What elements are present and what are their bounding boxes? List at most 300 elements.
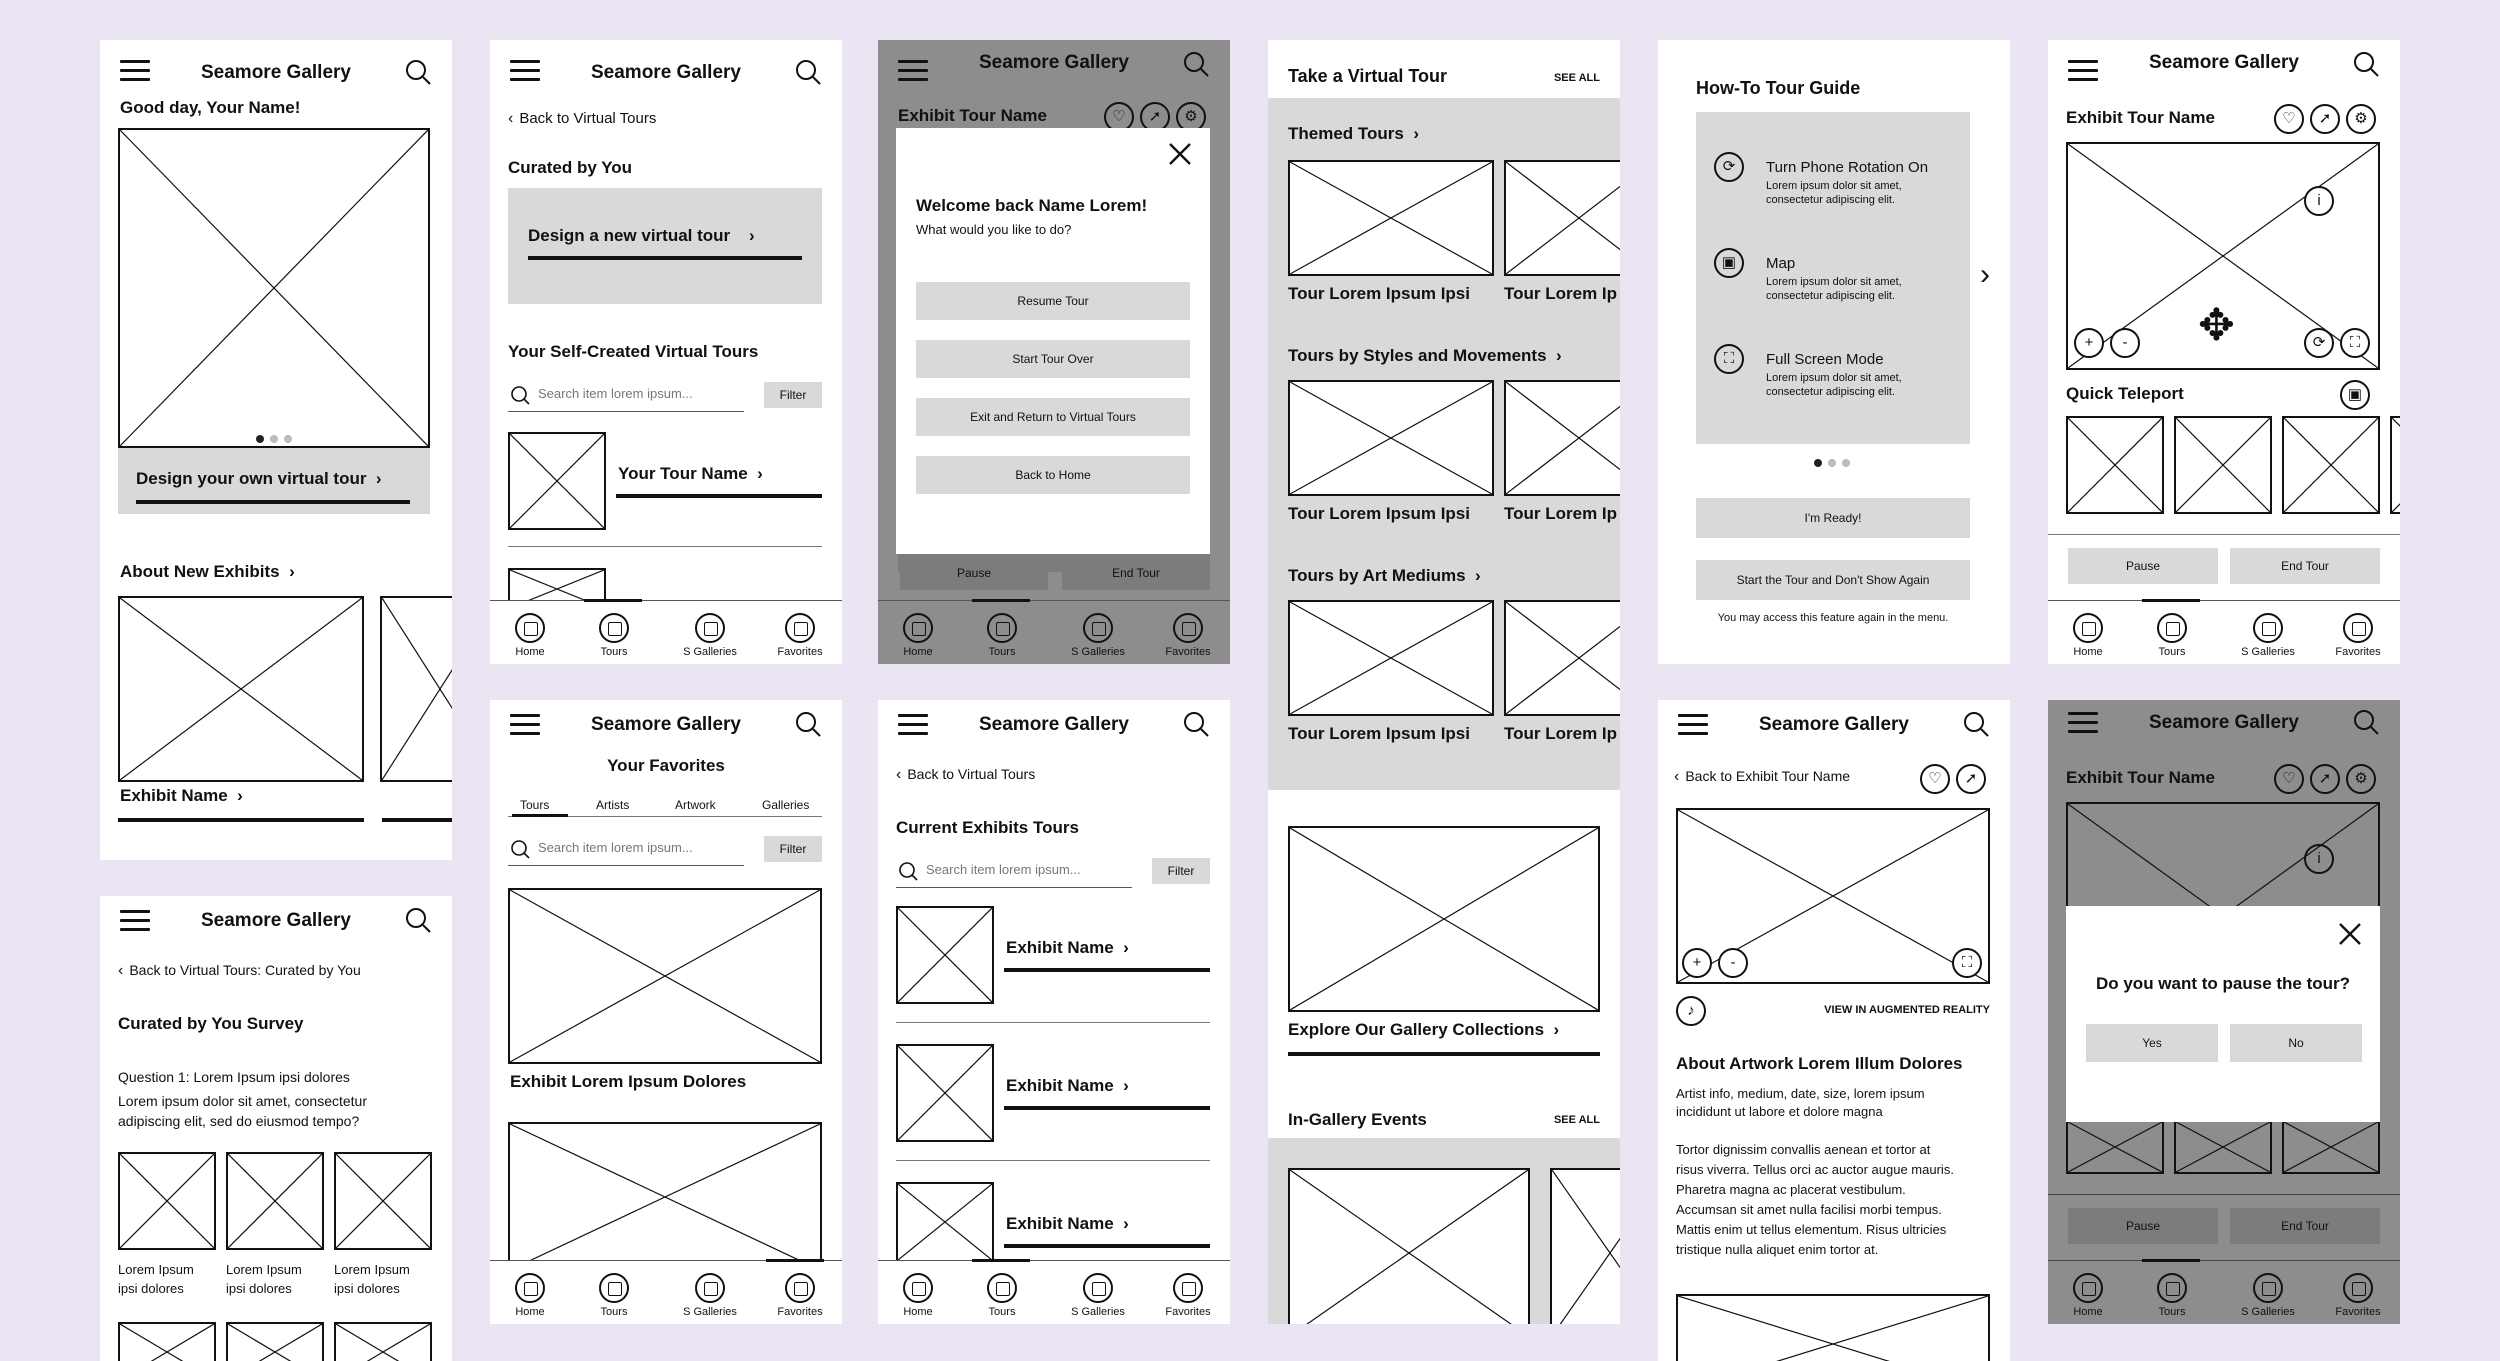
share-icon[interactable]: ➚ [1140,102,1170,132]
nav-label: Favorites [2335,646,2381,658]
events-heading: In-Gallery Events [1288,1110,1427,1129]
virtual-tour-heading: Take a Virtual Tour [1288,66,1448,86]
nav-home[interactable] [2048,613,2128,658]
tab-tours[interactable]: Tours [520,798,550,812]
nav-label: Home [515,646,545,658]
back-link[interactable] [508,110,656,128]
nav-favorites[interactable] [2318,613,2398,658]
design-new-card[interactable] [508,188,822,304]
nav-favorites[interactable] [1148,1273,1228,1318]
screen-artwork-detail [1658,700,2010,1361]
divider [2048,1194,2400,1195]
guide-title: How-To Tour Guide [1696,78,1861,98]
event-image[interactable] [1550,1168,1620,1324]
active-tab-indicator [512,814,568,817]
image-icon [515,1273,545,1303]
nav-label: Favorites [1165,1306,1211,1318]
gear-icon[interactable]: ⚙ [2346,104,2376,134]
chevron-right-icon: › [1403,124,1419,143]
search-bar[interactable] [508,832,822,866]
survey-option-label [118,1260,194,1298]
design-tour-label: Design your own virtual tour [136,469,367,488]
nav-favorites[interactable] [1148,613,1228,658]
underline [1004,968,1210,972]
back-link-label[interactable]: Back to Virtual Tours: Curated by You [129,962,361,978]
tour-thumbnail[interactable] [508,432,606,530]
image-icon [987,1273,1017,1303]
nav-home[interactable] [2048,1273,2128,1318]
share-icon[interactable]: ➚ [1956,764,1986,794]
pause-button[interactable]: Pause [900,556,1048,590]
info-icon[interactable]: i [2304,186,2334,216]
tour-name[interactable]: Tour Lorem Ipsum Ipsi [1288,724,1470,743]
nav-tours[interactable] [574,1273,654,1318]
move-icon[interactable]: ✥ [2198,301,2235,350]
teleport-thumbnail[interactable] [2390,416,2400,514]
image-icon [2157,1273,2187,1303]
nav-tours[interactable] [2132,1273,2212,1318]
filter-button[interactable]: Filter [764,382,822,408]
nav-home[interactable] [878,1273,958,1318]
search-underline [508,411,744,412]
exhibit-tour-title: Exhibit Tour Name [898,106,1047,125]
app-header [2048,40,2400,104]
survey-option-image[interactable] [118,1152,216,1250]
gear-icon[interactable]: ⚙ [2346,764,2376,794]
see-all-link[interactable]: SEE ALL [1553,72,1600,84]
explore-collections-label[interactable]: Explore Our Gallery Collections [1288,1020,1545,1039]
artwork-body: Mattis enim ut tellus elementum. Risus ultricies [1676,1222,1947,1237]
active-tab-indicator [584,599,642,602]
image-icon [2253,1273,2283,1303]
back-link-label[interactable]: Back to Virtual Tours [907,766,1036,782]
nav-home[interactable] [490,1273,570,1318]
image-icon [2157,613,2187,643]
artwork-body: Tortor dignissim convallis aenean et tortor at [1676,1142,1931,1157]
nav-label: Tours [600,646,628,658]
back-link-label[interactable]: Back to Exhibit Tour Name [1685,768,1851,784]
option-label-line: ipsi dolores [334,1281,400,1296]
start-over-button[interactable]: Start Tour Over [916,340,1190,378]
nav-label: Favorites [777,1306,823,1318]
nav-home[interactable] [878,613,958,658]
app-header [490,700,842,764]
underline [528,256,802,260]
audio-icon[interactable]: ♪ [1676,996,1706,1026]
tour-name[interactable]: Tour Lorem Ip [1504,504,1618,523]
search-input[interactable]: Search item lorem ipsum... [538,840,693,855]
map-icon: ▣ [1714,248,1744,278]
nav-label: S Galleries [2241,646,2295,658]
yes-button[interactable]: Yes [2086,1024,2218,1062]
active-tab-indicator [2142,1259,2200,1262]
themed-tours-label[interactable]: Themed Tours [1288,124,1404,143]
pause-button[interactable]: Pause [2068,548,2218,584]
artwork-meta: Artist info, medium, date, size, lorem ipsum [1676,1086,1925,1101]
chevron-right-icon: › [279,562,295,581]
ready-button[interactable]: I'm Ready! [1696,498,1970,538]
hero-image[interactable] [118,128,430,448]
zoom-out-icon[interactable]: - [2110,328,2140,358]
tour-thumbnail[interactable] [1504,380,1620,496]
app-title: Seamore Gallery [1759,714,1909,735]
nav-label: Home [903,646,933,658]
share-icon[interactable]: ➚ [2310,764,2340,794]
exhibit-name[interactable]: Exhibit Name [120,786,228,805]
search-icon[interactable] [404,906,432,934]
app-header [878,40,1230,104]
image-icon [2253,613,2283,643]
image-icon [1083,1273,1113,1303]
exhibit-thumbnail[interactable] [896,1044,994,1142]
image-icon [599,613,629,643]
search-icon [510,839,530,859]
search-icon[interactable] [404,58,432,86]
gear-icon[interactable]: ⚙ [1176,102,1206,132]
event-image[interactable] [1288,1168,1530,1324]
screen-welcome-modal [878,40,1230,664]
exhibit-name[interactable]: Exhibit Name [1006,938,1114,957]
close-icon[interactable] [2338,922,2362,946]
nav-favorites[interactable] [760,1273,840,1318]
nav-label: Favorites [1165,646,1211,658]
back-link[interactable] [118,962,361,980]
tab-galleries[interactable]: Galleries [762,798,810,812]
app-title: Seamore Gallery [591,714,741,735]
chevron-right-icon[interactable]: › [1980,258,1990,291]
active-tab-indicator [972,599,1030,602]
resume-tour-button[interactable]: Resume Tour [916,282,1190,320]
underline [1004,1106,1210,1110]
artwork-title: About Artwork Lorem Illum Dolores [1676,1054,1963,1073]
survey-option-image[interactable] [118,1322,216,1361]
heart-icon[interactable]: ♡ [2274,104,2304,134]
image-icon [1173,613,1203,643]
underline [1004,1244,1210,1248]
heart-icon[interactable]: ♡ [1920,764,1950,794]
tour-thumbnail[interactable] [1288,160,1494,276]
ar-link[interactable]: VIEW IN AUGMENTED REALITY [1824,1004,1990,1016]
tour-name[interactable]: Tour Lorem Ipsum Ipsi [1288,504,1470,523]
chevron-right-icon: › [227,786,243,805]
nav-tours[interactable] [962,1273,1042,1318]
back-link[interactable] [1674,768,1850,786]
guide-note: You may access this feature again in the menu. [1717,612,1949,624]
styles-tours-label[interactable]: Tours by Styles and Movements [1288,346,1547,365]
active-tab-indicator [2142,599,2200,602]
divider [508,546,822,547]
nav-galleries[interactable] [670,613,750,658]
screen-pause-modal [2048,700,2400,1324]
chevron-left-icon: ‹ [118,962,124,979]
image-icon [903,613,933,643]
nav-tours[interactable] [2132,613,2212,658]
teleport-thumbnail[interactable] [2282,1120,2380,1174]
divider [2048,534,2400,535]
bottom-nav [490,600,842,664]
app-title: Seamore Gallery [591,62,741,83]
image-icon [599,1273,629,1303]
tour-thumbnail[interactable] [1288,600,1494,716]
close-icon[interactable] [1168,142,1192,166]
nav-galleries[interactable] [2228,1273,2308,1318]
screen-tour-viewer [2048,40,2400,664]
tab-artists[interactable]: Artists [596,798,630,812]
fullscreen-icon: ⛶ [1714,344,1744,374]
app-header [2048,700,2400,764]
filter-button[interactable]: Filter [1152,858,1210,884]
survey-option-image[interactable] [226,1152,324,1250]
rotate-icon[interactable]: ⟳ [2304,328,2334,358]
bottom-nav [878,1260,1230,1324]
nav-label: Tours [988,646,1016,658]
zoom-in-icon[interactable]: + [2074,328,2104,358]
zoom-out-icon[interactable]: - [1718,948,1748,978]
nav-label: Tours [988,1306,1016,1318]
exit-tours-button[interactable]: Exit and Return to Virtual Tours [916,398,1190,436]
rotate-icon: ⟳ [1714,152,1744,182]
chevron-right-icon: › [747,464,763,483]
nav-label: Home [903,1306,933,1318]
self-created-heading: Your Self-Created Virtual Tours [508,342,759,361]
tour-name[interactable]: Tour Lorem Ipsum Ipsi [1288,284,1470,303]
chevron-right-icon: › [1465,566,1481,585]
underline [118,818,364,822]
teleport-thumbnail[interactable] [2174,1120,2272,1174]
bottom-nav [2048,1260,2400,1324]
nav-label: Tours [2158,1306,2186,1318]
guide-item-title: Turn Phone Rotation On [1766,159,1929,176]
end-tour-button[interactable]: End Tour [2230,1208,2380,1244]
nav-label: S Galleries [683,1306,737,1318]
tour-name[interactable]: Tour Lorem Ip [1504,724,1618,743]
app-header [490,40,842,104]
teleport-thumbnail[interactable] [2066,1120,2164,1174]
screen-home [100,40,452,860]
chevron-right-icon: › [1544,1020,1560,1039]
exhibit-tour-title: Exhibit Tour Name [2066,768,2215,787]
pause-modal [2066,906,2380,1122]
survey-option-image[interactable] [334,1152,432,1250]
favorite-image[interactable] [508,888,822,1064]
option-label-line: Lorem Ipsum [118,1262,194,1277]
zoom-in-icon[interactable]: + [1682,948,1712,978]
bottom-nav [490,1260,842,1324]
search-underline [896,887,1132,888]
back-home-button[interactable]: Back to Home [916,456,1190,494]
image-icon [2073,613,2103,643]
collections-image[interactable] [1288,826,1600,1012]
chevron-right-icon: › [1113,1076,1129,1095]
search-icon [898,861,918,881]
screen-current-exhibits [878,700,1230,1324]
search-bar[interactable] [896,854,1210,888]
heart-icon[interactable]: ♡ [1104,102,1134,132]
search-input[interactable]: Search item lorem ipsum... [926,862,1081,877]
screen-curated [490,40,842,664]
curated-heading: Curated by You [508,158,633,177]
nav-label: Home [2073,646,2103,658]
carousel-dots[interactable] [256,430,298,448]
artwork-body: Pharetra magna ac placerat vestibulum. [1676,1182,1906,1197]
dont-show-again-button[interactable]: Start the Tour and Don't Show Again [1696,560,1970,600]
end-tour-button[interactable]: End Tour [1062,556,1210,590]
survey-question: Question 1: Lorem Ipsum ipsi dolores [118,1069,350,1085]
survey-option-image[interactable] [226,1322,324,1361]
nav-label: S Galleries [1071,646,1125,658]
image-icon [2343,613,2373,643]
nav-favorites[interactable] [760,613,840,658]
image-icon [2073,1273,2103,1303]
bottom-nav [2048,600,2400,664]
tab-artwork[interactable]: Artwork [675,798,716,812]
carousel-dots[interactable] [1814,454,1856,472]
back-link[interactable] [896,766,1035,784]
search-input[interactable]: Search item lorem ipsum... [538,386,693,401]
search-icon[interactable] [1182,50,1210,78]
exhibit-name[interactable]: Exhibit Name [1006,1214,1114,1233]
artwork-body: Accumsan sit amet nulla facilisi morbi tempus. [1676,1202,1942,1217]
exhibit-name[interactable]: Exhibit Name [1006,1076,1114,1095]
nav-tours[interactable] [574,613,654,658]
search-icon[interactable] [2352,50,2380,78]
exhibit-image-peek[interactable] [380,596,452,782]
nav-favorites[interactable] [2318,1273,2398,1318]
nav-galleries[interactable] [2228,613,2308,658]
artwork-body: risus viverra. Tellus orci ac auctor augue mauris. [1676,1162,1954,1177]
underline [136,500,410,504]
welcome-question: What would you like to do? [916,222,1072,237]
mediums-tours-label[interactable]: Tours by Art Mediums [1288,566,1466,585]
survey-heading: Curated by You Survey [118,1014,304,1033]
info-icon[interactable]: i [2304,844,2334,874]
search-icon[interactable] [794,58,822,86]
nav-label: Tours [600,1306,628,1318]
image-icon [695,613,725,643]
fullscreen-icon[interactable]: ⛶ [2340,328,2370,358]
search-icon[interactable] [2352,708,2380,736]
screen-howto-guide [1658,40,2010,664]
image-icon [2343,1273,2373,1303]
guide-item-title: Full Screen Mode [1766,351,1884,368]
app-title: Seamore Gallery [2149,52,2299,73]
underline [616,494,822,498]
fullscreen-icon[interactable]: ⛶ [1952,948,1982,978]
guide-item-desc: consectetur adipiscing elit. [1766,386,1896,398]
search-underline [508,865,744,866]
favorites-heading: Your Favorites [607,756,725,775]
heart-icon[interactable]: ♡ [2274,764,2304,794]
nav-galleries[interactable] [1058,1273,1138,1318]
tour-thumbnail[interactable] [1288,380,1494,496]
exhibit-tour-title: Exhibit Tour Name [2066,108,2215,127]
tour-name[interactable]: Your Tour Name [618,464,748,483]
underline [1288,1052,1600,1056]
tour-thumbnail[interactable] [1504,600,1620,716]
search-icon[interactable] [1182,710,1210,738]
search-icon[interactable] [794,710,822,738]
tour-name[interactable]: Tour Lorem Ip [1504,284,1618,303]
active-tab-indicator [766,1259,824,1262]
see-all-link[interactable]: SEE ALL [1553,1114,1600,1126]
favorite-title[interactable]: Exhibit Lorem Ipsum Dolores [510,1072,747,1091]
about-exhibits-label[interactable]: About New Exhibits [120,562,280,581]
chevron-right-icon: › [1113,1214,1129,1233]
search-bar[interactable] [508,378,822,412]
guide-item-desc: consectetur adipiscing elit. [1766,194,1896,206]
screen-survey [100,896,452,1361]
option-label-line: ipsi dolores [226,1281,292,1296]
underline [382,818,452,822]
image-icon [903,1273,933,1303]
current-exhibits-heading: Current Exhibits Tours [896,818,1079,837]
image-icon [785,613,815,643]
teleport-thumbnail[interactable] [2174,416,2272,514]
app-title: Seamore Gallery [201,910,351,931]
map-icon[interactable]: ▣ [2340,380,2370,410]
search-icon[interactable] [1962,710,1990,738]
design-new-label[interactable]: Design a new virtual tour [528,226,731,245]
guide-item-desc: consectetur adipiscing elit. [1766,290,1896,302]
bottom-nav [878,600,1230,664]
chevron-right-icon: › [1113,938,1129,957]
app-title: Seamore Gallery [979,52,1129,73]
nav-home[interactable] [490,613,570,658]
survey-option-image[interactable] [334,1322,432,1361]
image-icon [785,1273,815,1303]
option-label-line: Lorem Ipsum [226,1262,302,1277]
survey-body: Lorem ipsum dolor sit amet, consectetur [118,1093,367,1109]
nav-galleries[interactable] [670,1273,750,1318]
artwork-meta: incididunt ut labore et dolore magna [1676,1104,1883,1119]
option-label-line: ipsi dolores [118,1281,184,1296]
welcome-heading: Welcome back Name Lorem! [916,196,1148,215]
no-button[interactable]: No [2230,1024,2362,1062]
back-link-label[interactable]: Back to Virtual Tours [519,110,657,127]
survey-option-label [334,1260,410,1298]
nav-label: Home [2073,1306,2103,1318]
guide-item-desc: Lorem ipsum dolor sit amet, [1766,180,1902,192]
image-icon [987,613,1017,643]
exhibit-image[interactable] [118,596,364,782]
chevron-left-icon: ‹ [1674,768,1680,785]
teleport-thumbnail[interactable] [2282,416,2380,514]
divider [896,1022,1210,1023]
share-icon[interactable]: ➚ [2310,104,2340,134]
app-title: Seamore Gallery [979,714,1129,735]
screen-favorites [490,700,842,1324]
chevron-right-icon: › [1546,346,1562,365]
favorite-image[interactable] [508,1122,822,1272]
guide-item-desc: Lorem ipsum dolor sit amet, [1766,276,1902,288]
nav-label: Favorites [777,646,823,658]
filter-button[interactable]: Filter [764,836,822,862]
chevron-left-icon: ‹ [508,110,514,127]
quick-teleport-heading: Quick Teleport [2066,384,2184,403]
pause-button[interactable]: Pause [2068,1208,2218,1244]
guide-item-title: Map [1766,255,1796,272]
exhibit-thumbnail[interactable] [896,1182,994,1262]
teleport-thumbnail[interactable] [2066,416,2164,514]
app-header [1658,700,2010,764]
exhibit-thumbnail[interactable] [896,906,994,1004]
option-label-line: Lorem Ipsum [334,1262,410,1277]
nav-tours[interactable] [962,613,1042,658]
tour-thumbnail[interactable] [1504,160,1620,276]
artwork-image[interactable] [1676,1294,1990,1361]
nav-galleries[interactable] [1058,613,1138,658]
end-tour-button[interactable]: End Tour [2230,548,2380,584]
